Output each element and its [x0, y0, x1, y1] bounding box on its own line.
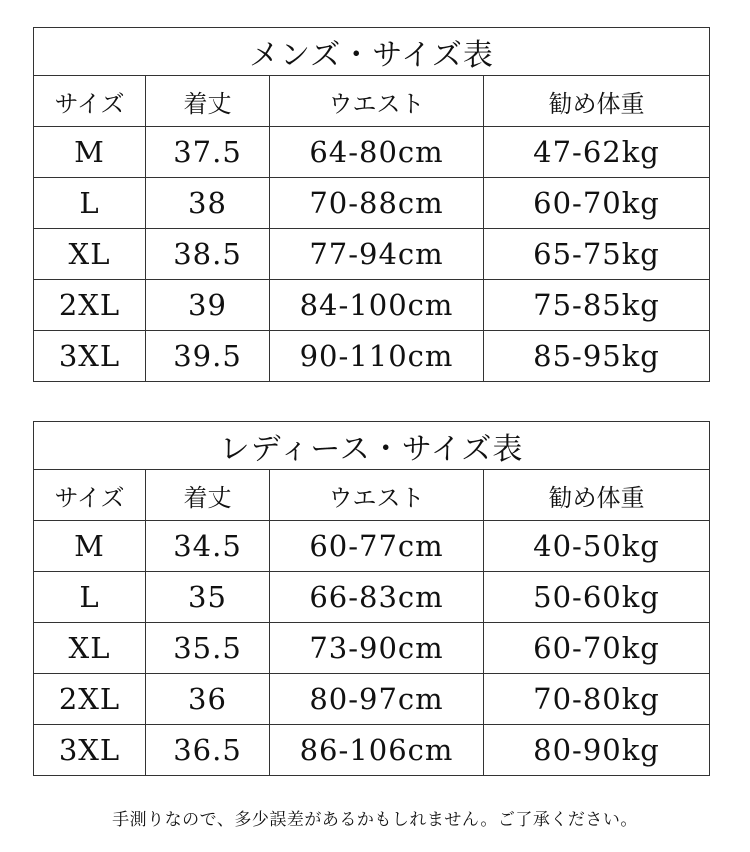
waist-cell: 90-110cm — [270, 331, 484, 382]
length-cell: 36 — [146, 674, 270, 725]
weight-cell: 60-70kg — [484, 623, 710, 674]
weight-cell: 70-80kg — [484, 674, 710, 725]
size-cell: L — [34, 572, 146, 623]
length-cell: 39.5 — [146, 331, 270, 382]
waist-cell: 60-77cm — [270, 521, 484, 572]
womens-table-title: レディース・サイズ表 — [34, 422, 710, 470]
table-row — [34, 725, 710, 776]
table-row — [34, 229, 710, 280]
size-cell: M — [34, 521, 146, 572]
size-cell: L — [34, 178, 146, 229]
table-row — [34, 178, 710, 229]
length-cell: 38 — [146, 178, 270, 229]
weight-cell: 75-85kg — [484, 280, 710, 331]
waist-cell: 80-97cm — [270, 674, 484, 725]
mens-header-row — [34, 76, 710, 127]
waist-cell: 64-80cm — [270, 127, 484, 178]
size-cell: XL — [34, 229, 146, 280]
mens-title-row — [34, 28, 710, 76]
womens-header-row — [34, 470, 710, 521]
mens-table-title: メンズ・サイズ表 — [34, 28, 710, 76]
waist-cell: 70-88cm — [270, 178, 484, 229]
weight-cell: 47-62kg — [484, 127, 710, 178]
length-cell: 38.5 — [146, 229, 270, 280]
measurement-note: 手測りなので、多少誤差があるかもしれません。ご了承ください。 — [112, 810, 638, 830]
womens-header-weight: 勧め体重 — [484, 470, 710, 521]
mens-size-table — [33, 27, 710, 382]
waist-cell: 84-100cm — [270, 280, 484, 331]
length-cell: 34.5 — [146, 521, 270, 572]
table-row — [34, 331, 710, 382]
womens-title-row — [34, 422, 710, 470]
size-cell: M — [34, 127, 146, 178]
weight-cell: 65-75kg — [484, 229, 710, 280]
table-row — [34, 127, 710, 178]
mens-header-weight: 勧め体重 — [484, 76, 710, 127]
womens-header-size: サイズ — [34, 470, 146, 521]
table-row — [34, 572, 710, 623]
length-cell: 35 — [146, 572, 270, 623]
length-cell: 36.5 — [146, 725, 270, 776]
waist-cell: 66-83cm — [270, 572, 484, 623]
mens-header-size: サイズ — [34, 76, 146, 127]
womens-size-table — [33, 421, 710, 776]
length-cell: 37.5 — [146, 127, 270, 178]
weight-cell: 50-60kg — [484, 572, 710, 623]
size-cell: 2XL — [34, 280, 146, 331]
length-cell: 39 — [146, 280, 270, 331]
length-cell: 35.5 — [146, 623, 270, 674]
size-cell: 2XL — [34, 674, 146, 725]
size-cell: XL — [34, 623, 146, 674]
waist-cell: 73-90cm — [270, 623, 484, 674]
weight-cell: 40-50kg — [484, 521, 710, 572]
weight-cell: 85-95kg — [484, 331, 710, 382]
waist-cell: 77-94cm — [270, 229, 484, 280]
mens-header-length: 着丈 — [146, 76, 270, 127]
table-row — [34, 280, 710, 331]
table-row — [34, 674, 710, 725]
weight-cell: 60-70kg — [484, 178, 710, 229]
table-row — [34, 521, 710, 572]
weight-cell: 80-90kg — [484, 725, 710, 776]
womens-header-waist: ウエスト — [270, 470, 484, 521]
size-cell: 3XL — [34, 331, 146, 382]
waist-cell: 86-106cm — [270, 725, 484, 776]
mens-header-waist: ウエスト — [270, 76, 484, 127]
table-row — [34, 623, 710, 674]
womens-header-length: 着丈 — [146, 470, 270, 521]
size-cell: 3XL — [34, 725, 146, 776]
